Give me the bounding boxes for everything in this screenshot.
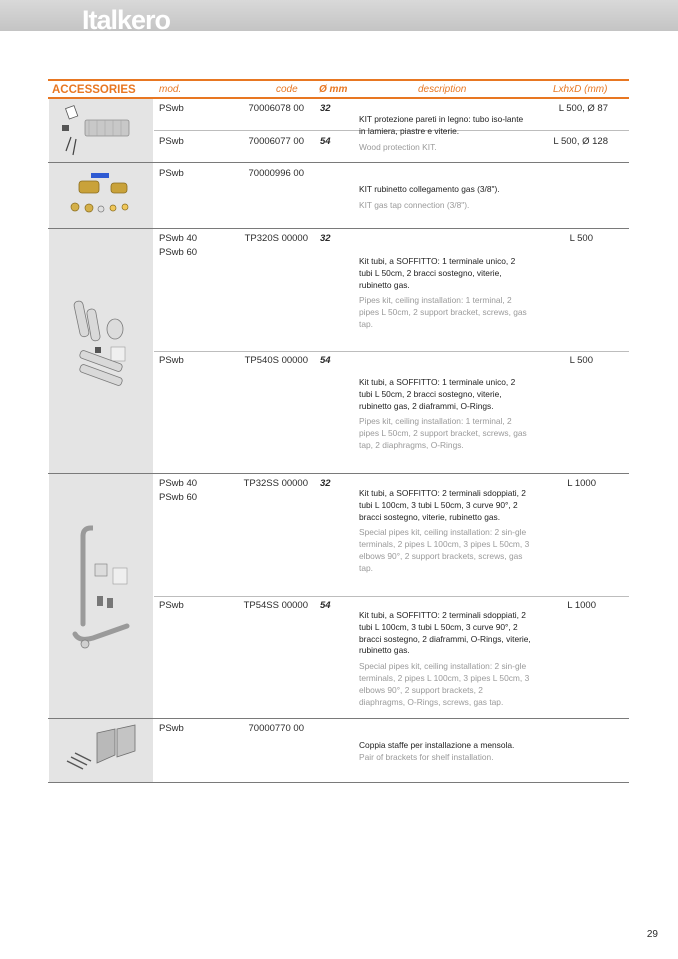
row-3-mod: PSwb xyxy=(159,168,184,179)
brand-logo: Italkero xyxy=(82,5,171,31)
row-4-mod: PSwb 40 xyxy=(159,233,198,244)
page-number: 29 xyxy=(646,929,658,940)
product-image-special-pipes-kit xyxy=(49,474,153,718)
col-header-description: description xyxy=(418,84,467,95)
row-6-mod: PSwb 40 xyxy=(159,478,198,489)
row-divider xyxy=(48,162,629,163)
description-en: Pipes kit, ceiling installation: 1 terminal, 2 pipes L 50cm, 2 support bracket, screws, gas tap, 2 diaphragms, O-Rings. xyxy=(359,416,527,450)
row-6-size: L 1000 xyxy=(567,478,596,489)
row-4-size: L 500 xyxy=(569,233,593,244)
row-8-code: 70000770 00 xyxy=(248,723,304,734)
row-7-diameter: 54 xyxy=(320,600,331,611)
row-1-mod: PSwb xyxy=(159,103,184,114)
row-6-mod-2: PSwb 60 xyxy=(159,492,198,503)
description-it: Kit tubi, a SOFFITTO: 1 terminale unico, 2 tubi L 50cm, 2 bracci sostegno, viterie, rubinetto gas. xyxy=(359,256,516,290)
col-header-code: code xyxy=(276,84,298,95)
row-4-diameter: 32 xyxy=(320,233,331,244)
description-gas-tap-kit xyxy=(359,184,531,212)
page-header xyxy=(0,0,678,31)
product-image-gas-tap-kit xyxy=(49,163,153,228)
row-4-code: TP320S 00000 xyxy=(244,233,308,244)
col-header-mod: mod. xyxy=(159,84,182,95)
description-en: Special pipes kit, ceiling installation: 2 sin-gle terminals, 2 pipes L 100cm, 3 pipes L 50cm, 3 elbows 90°, 2 support brackets, screws, gas tap. xyxy=(359,527,530,573)
row-2-mod: PSwb xyxy=(159,136,184,147)
row-divider xyxy=(154,596,629,597)
description-it: KIT protezione pareti in legno: tubo iso-lante in lamiera, piastre e viterie. xyxy=(359,114,524,136)
row-2-diameter: 54 xyxy=(320,136,331,147)
row-2-size: L 500, Ø 128 xyxy=(553,136,608,147)
description-en: Pipes kit, ceiling installation: 1 terminal, 2 pipes L 50cm, 2 support bracket, screws, gas tap. xyxy=(359,295,527,329)
description-en: Special pipes kit, ceiling installation: 2 sin-gle terminals, 2 pipes L 100cm, 3 pipes L 50cm, 3 elbows 90°, 2 support brackets, 2 diaphragms, O-Rings, screws, gas tap. xyxy=(359,661,530,707)
row-divider xyxy=(154,351,629,352)
product-image-pipes-kit xyxy=(49,229,153,473)
product-image-shelf-brackets xyxy=(49,719,153,782)
row-7-code: TP54SS 00000 xyxy=(243,600,308,611)
description-it: Kit tubi, a SOFFITTO: 2 terminali sdoppiati, 2 tubi L 100cm, 3 tubi L 50cm, 3 curve 90°, 2 bracci sostegno, viterie, rubinetto gas. xyxy=(359,488,526,522)
row-7-mod: PSwb xyxy=(159,600,184,611)
col-header-size: LxhxD (mm) xyxy=(553,84,608,95)
description-shelf-brackets xyxy=(359,740,531,764)
row-6-code: TP32SS 00000 xyxy=(243,478,308,489)
description-it: Kit tubi, a SOFFITTO: 1 terminale unico, 2 tubi L 50cm, 2 bracci sostegno, viterie, rubinetto gas, 2 diaframmi, O-Rings. xyxy=(359,377,516,411)
row-7-size: L 1000 xyxy=(567,600,596,611)
description-en: Pair of brackets for shelf installation. xyxy=(359,751,494,762)
row-3-code: 70000996 00 xyxy=(248,168,304,179)
section-title: ACCESSORIES xyxy=(52,84,136,96)
product-image-wood-protection-kit xyxy=(49,99,153,162)
row-1-size: L 500, Ø 87 xyxy=(558,103,608,114)
row-1-code: 70006078 00 xyxy=(248,103,304,114)
row-8-mod: PSwb xyxy=(159,723,184,734)
description-pipes-kit-diaphragms xyxy=(359,377,531,452)
description-it: Kit tubi, a SOFFITTO: 2 terminali sdoppiati, 2 tubi L 100cm, 3 tubi L 50cm, 3 curve 90°, 2 bracci sostegno, 2 diaframmi, O-Rings, viterie, rubinetto gas. xyxy=(359,610,531,656)
row-4-mod-2: PSwb 60 xyxy=(159,247,198,258)
description-special-pipes-kit-diaphragms xyxy=(359,610,531,708)
row-5-size: L 500 xyxy=(569,355,593,366)
header-top-rule xyxy=(48,79,629,81)
row-6-diameter: 32 xyxy=(320,478,331,489)
row-2-code: 70006077 00 xyxy=(248,136,304,147)
row-5-code: TP540S 00000 xyxy=(244,355,308,366)
row-divider xyxy=(48,718,629,719)
description-en: Wood protection KIT. xyxy=(359,141,437,152)
row-divider xyxy=(48,473,629,474)
description-wood-protection-kit xyxy=(359,114,531,153)
row-1-diameter: 32 xyxy=(320,103,331,114)
row-5-diameter: 54 xyxy=(320,355,331,366)
description-special-pipes-kit xyxy=(359,488,531,575)
row-5-mod: PSwb xyxy=(159,355,184,366)
description-it: KIT rubinetto collegamento gas (3/8"). xyxy=(359,184,500,194)
col-header-diameter: Ø mm xyxy=(319,84,348,95)
description-en: KIT gas tap connection (3/8"). xyxy=(359,199,470,210)
description-pipes-kit xyxy=(359,256,531,331)
table-bottom-rule xyxy=(48,782,629,783)
row-divider xyxy=(48,228,629,229)
description-it: Coppia staffe per installazione a mensola. xyxy=(359,740,515,750)
